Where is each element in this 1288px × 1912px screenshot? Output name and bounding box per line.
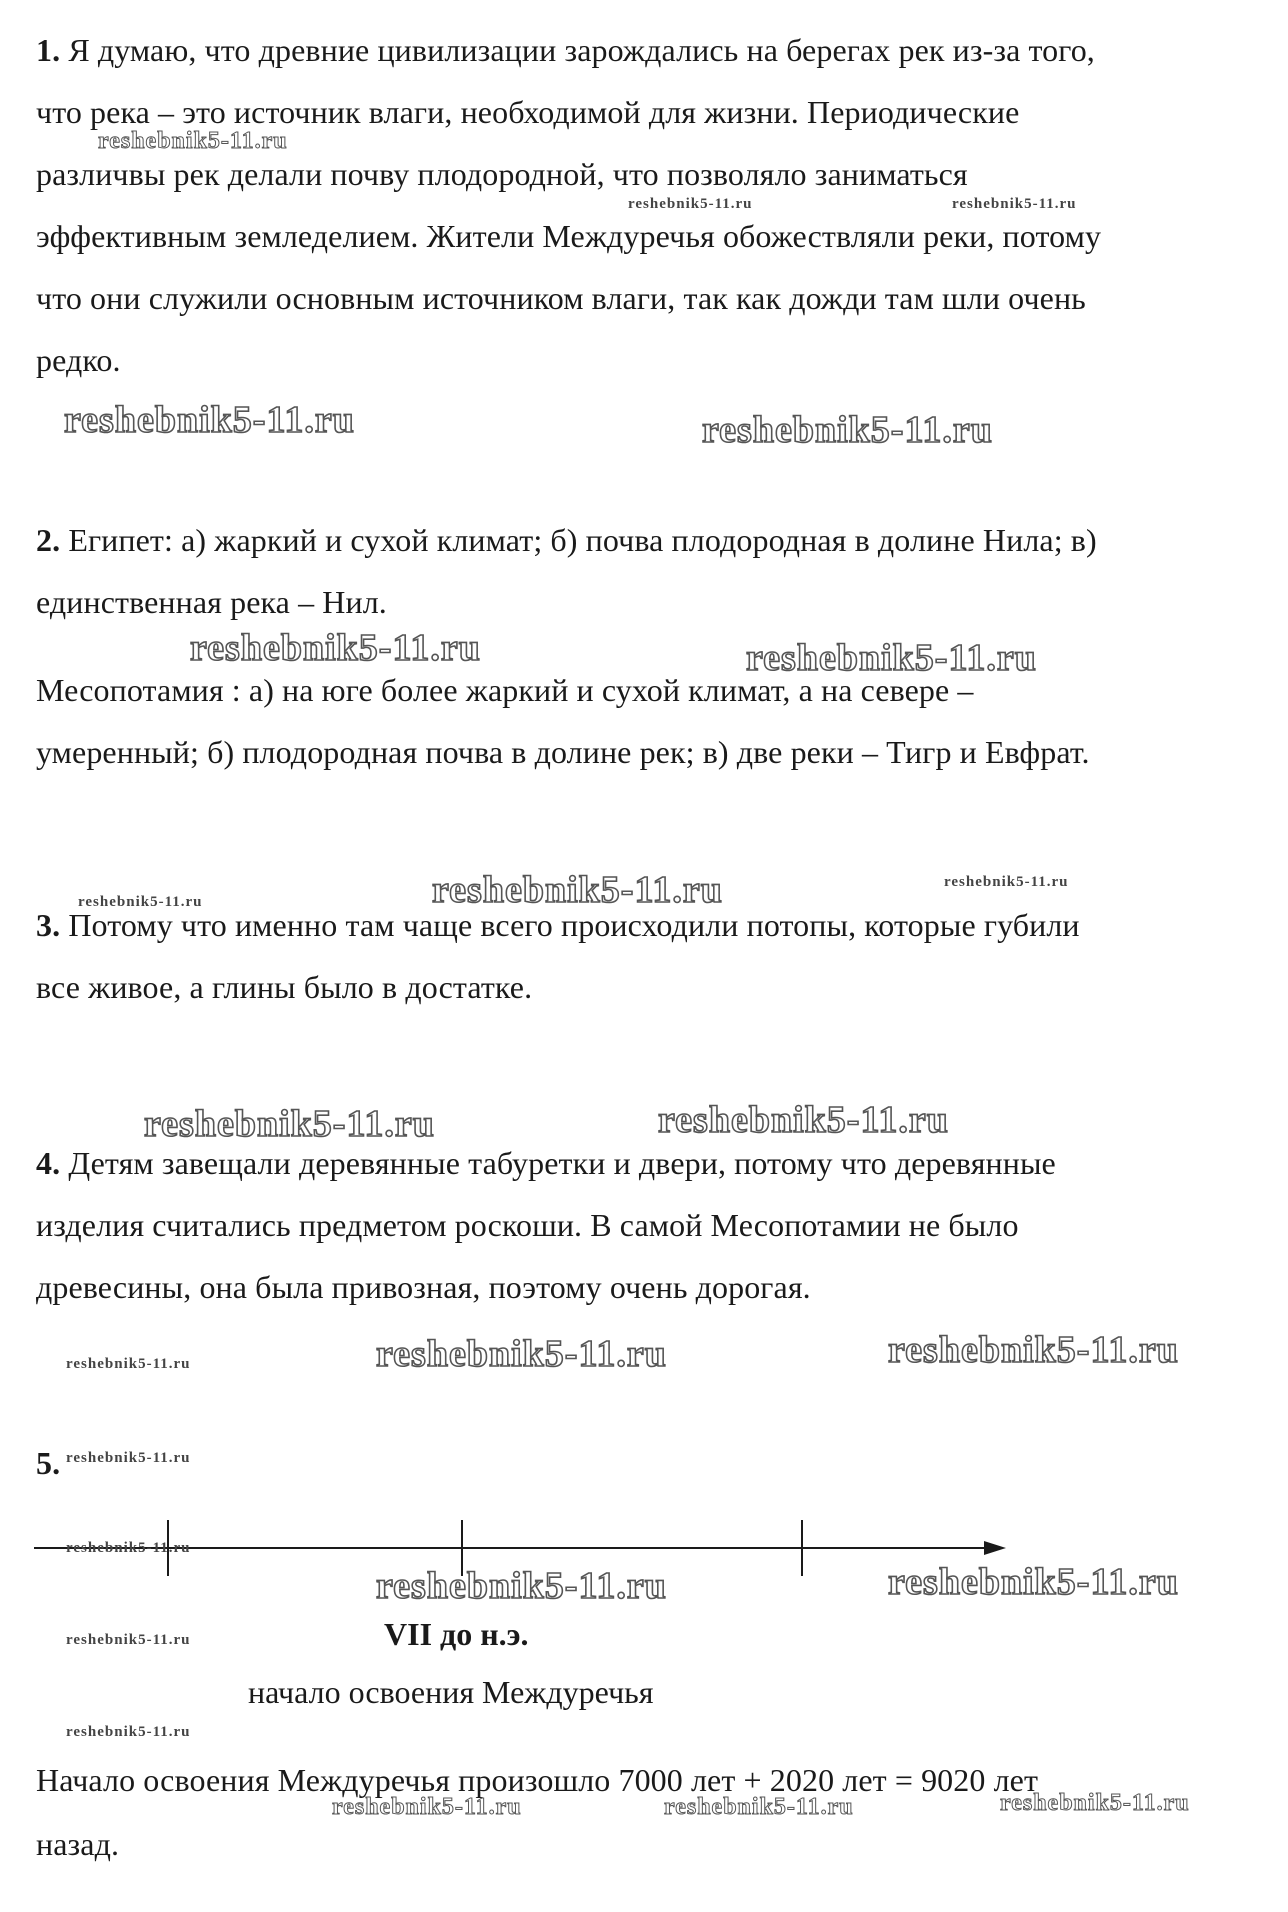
watermark: reshebnik5-11.ru — [66, 1724, 191, 1740]
timeline-date-label: VII до н.э. — [384, 1616, 529, 1652]
q5-number: 5. — [36, 1445, 61, 1481]
timeline-arrowhead — [984, 1541, 1006, 1555]
watermark: reshebnik5-11.ru — [746, 637, 1037, 679]
q4-number: 4. — [36, 1145, 61, 1181]
watermark: reshebnik5-11.ru — [66, 1356, 191, 1372]
q2-line-1: 2. Египет: а) жаркий и сухой климат; б) почва плодородная в долине Нила; в) — [36, 522, 1097, 558]
watermark: reshebnik5-11.ru — [628, 196, 753, 212]
watermark: reshebnik5-11.ru — [1000, 1790, 1190, 1816]
q5-result-line-2: назад. — [36, 1826, 120, 1862]
q5-result-line-1: Начало освоения Междуречья произошло 7000 лет + 2020 лет = 9020 лет — [36, 1762, 1039, 1798]
q1-line-3: различвы рек делали почву плодородной, что позволяло заниматься — [36, 156, 968, 192]
q1-line-6: редко. — [36, 342, 121, 378]
watermark: reshebnik5-11.ru — [952, 196, 1077, 212]
watermark: reshebnik5-11.ru — [888, 1561, 1179, 1603]
q1-line-2: что река – это источник влаги, необходимой для жизни. Периодические — [36, 94, 1020, 130]
q2-line-2: единственная река – Нил. — [36, 584, 387, 620]
watermark: reshebnik5-11.ru — [944, 874, 1069, 890]
q3-line-1: 3. Потому что именно там чаще всего происходили потопы, которые губили — [36, 907, 1080, 943]
watermark: reshebnik5-11.ru — [376, 1333, 667, 1375]
q2-line-4: умеренный; б) плодородная почва в долине рек; в) две реки – Тигр и Евфрат. — [36, 734, 1090, 770]
q4-line-2: изделия считались предметом роскоши. В самой Месопотамии не было — [36, 1207, 1019, 1243]
q2-line-3: Месопотамия : а) на юге более жаркий и сухой климат, а на севере – — [36, 672, 974, 708]
watermark: reshebnik5-11.ru — [332, 1794, 522, 1820]
watermark: reshebnik5-11.ru — [78, 894, 203, 910]
watermark: reshebnik5-11.ru — [144, 1103, 435, 1145]
watermark: reshebnik5-11.ru — [664, 1794, 854, 1820]
watermark: reshebnik5-11.ru — [376, 1565, 667, 1607]
q1-line-4: эффективным земледелием. Жители Междуречья обожествляли реки, потому — [36, 218, 1102, 254]
q2-number: 2. — [36, 522, 61, 558]
q1-line-1: 1. Я думаю, что древние цивилизации зарождались на берегах рек из-за того, — [36, 32, 1095, 68]
watermark: reshebnik5-11.ru — [190, 627, 481, 669]
watermark: reshebnik5-11.ru — [658, 1099, 949, 1141]
watermark: reshebnik5-11.ru — [66, 1632, 191, 1648]
watermark: reshebnik5-11.ru — [64, 399, 355, 441]
timeline-caption: начало освоения Междуречья — [248, 1674, 654, 1710]
q1-line-5: что они служили основным источником влаги, так как дожди там шли очень — [36, 280, 1086, 316]
q1-number: 1. — [36, 32, 61, 68]
q3-line-2: все живое, а глины было в достатке. — [36, 969, 533, 1005]
q3-number: 3. — [36, 907, 61, 943]
q4-line-1: 4. Детям завещали деревянные табуретки и двери, потому что деревянные — [36, 1145, 1056, 1181]
watermark: reshebnik5-11.ru — [66, 1540, 191, 1556]
watermark: reshebnik5-11.ru — [98, 128, 288, 154]
watermark: reshebnik5-11.ru — [888, 1329, 1179, 1371]
watermark: reshebnik5-11.ru — [702, 409, 993, 451]
watermark: reshebnik5-11.ru — [432, 869, 723, 911]
watermark: reshebnik5-11.ru — [66, 1450, 191, 1466]
q4-line-3: древесины, она была привозная, поэтому очень дорогая. — [36, 1269, 811, 1305]
